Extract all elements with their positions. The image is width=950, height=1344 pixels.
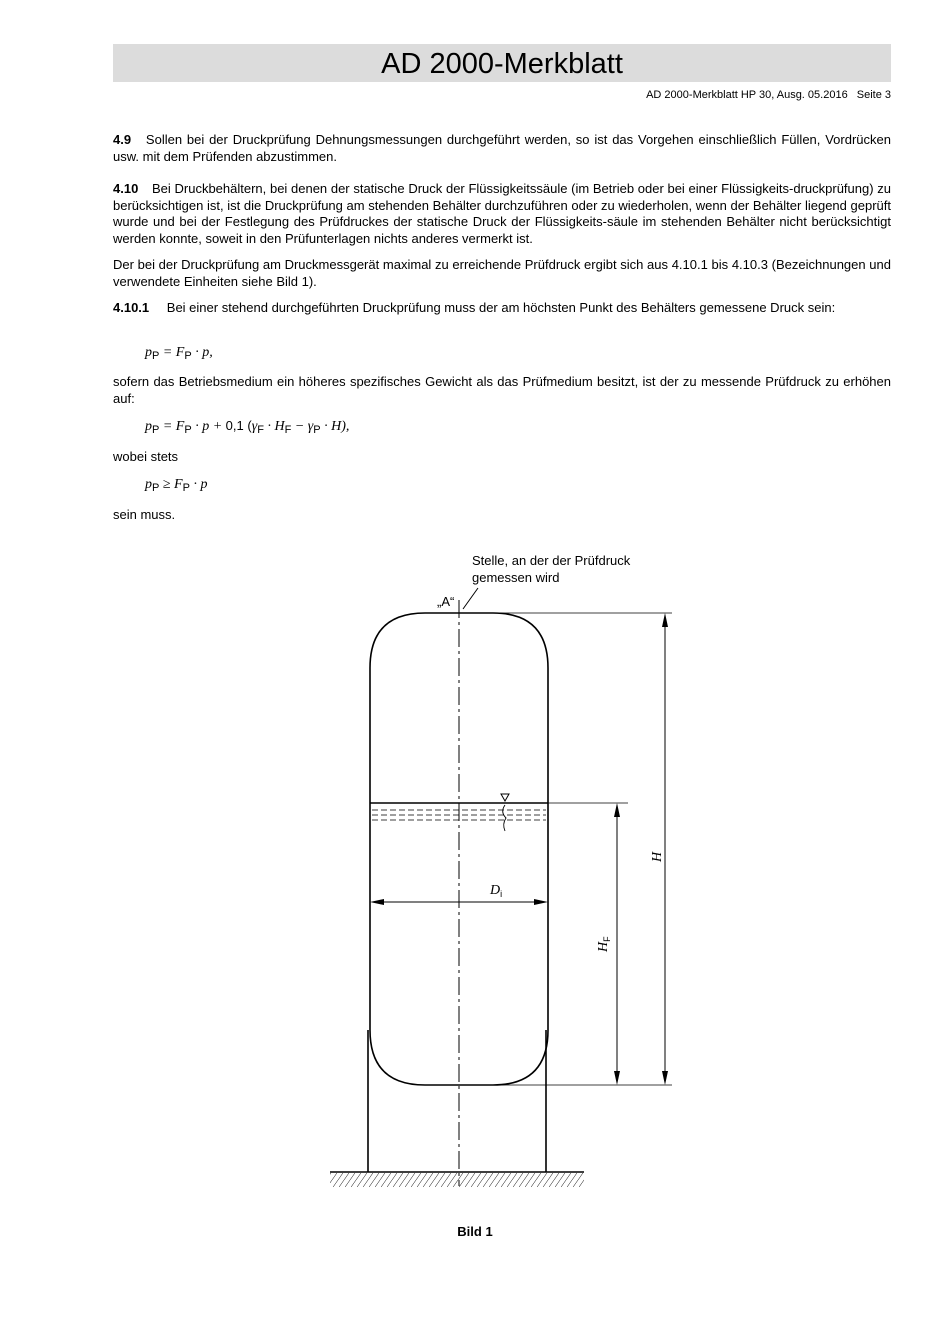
callout-line-2: gemessen wird	[472, 570, 560, 585]
paragraph-wobei: wobei stets	[113, 449, 179, 464]
callout-leader	[463, 588, 478, 609]
figure-caption: Bild 1	[457, 1224, 493, 1239]
arrow-Di-left	[370, 899, 384, 905]
section-number: 4.10.1	[113, 300, 150, 315]
formula-rest: · p,	[191, 345, 213, 360]
formula-subscript: P	[152, 424, 160, 436]
formula-operator: =	[159, 419, 176, 434]
formula-symbol: F	[175, 345, 185, 360]
point-a-label: „A“	[437, 594, 455, 609]
formula-subscript: P	[184, 424, 192, 436]
di-label	[489, 883, 502, 899]
formula-subscript: P	[313, 424, 321, 436]
formula-operator: · p +	[191, 419, 226, 434]
ground-hatch	[330, 1173, 584, 1187]
arrow-H-top	[662, 613, 668, 627]
di-symbol: D	[490, 883, 501, 898]
callout-line-1: Stelle, an der der Prüfdruck	[472, 553, 631, 568]
paragraph-sofern: sofern das Betriebsmedium ein höheres spezifisches Gewicht als das Prüfmedium besitzt, ist der zu messende Prüfdruck zu erhöhen auf:	[113, 374, 891, 406]
formula-coefficient: 0,1	[225, 418, 244, 433]
formula-rest: · p	[189, 477, 208, 492]
section-number: 4.10	[113, 181, 139, 196]
formula-operator: =	[159, 345, 176, 360]
arrow-H-bottom	[662, 1071, 668, 1085]
formula-subscript: P	[152, 350, 160, 362]
doc-ref: AD 2000-Merkblatt HP 30, Ausg. 05.2016	[646, 89, 848, 101]
formula-symbol: F	[174, 477, 183, 492]
formula-operator: ·	[263, 419, 275, 434]
arrow-HF-bottom	[614, 1071, 620, 1085]
formula-operator: −	[291, 419, 308, 434]
formula-subscript: P	[184, 350, 192, 362]
page-title: AD 2000-Merkblatt	[381, 48, 623, 80]
paragraph-sein: sein muss.	[113, 507, 176, 522]
formula-subscript: P	[182, 482, 190, 494]
formula-symbol: p	[145, 345, 152, 360]
formula-symbol: H	[274, 419, 285, 434]
formula-paren: (	[243, 418, 252, 433]
section-text: Bei einer stehend durchgeführten Druckprüfung muss der am höchsten Punkt des Behälters gemessene Druck sein:	[166, 300, 836, 315]
h-label: H	[650, 851, 665, 862]
formula-subscript: P	[152, 482, 160, 494]
formula-paren: ),	[341, 419, 350, 434]
formula-subscript: F	[257, 424, 264, 436]
formula-symbol: p	[145, 419, 152, 434]
formula-symbol: γ	[307, 419, 314, 434]
hf-symbol: H	[596, 941, 611, 952]
formula-symbol: H	[331, 419, 342, 434]
formula-symbol: p	[145, 477, 152, 492]
formula-symbol: F	[175, 419, 185, 434]
section-text: Sollen bei der Druckprüfung Dehnungsmessungen durchgeführt werden, so ist das Vorgehen einschließlich Füllen, Vordrücken usw. mit dem Prüfenden abzustimmen.	[113, 132, 891, 164]
page-number: Seite 3	[856, 89, 891, 101]
formula-subscript: F	[284, 424, 292, 436]
arrow-Di-right	[534, 899, 548, 905]
paragraph-pruefdruck: Der bei der Druckprüfung am Druckmessgerät maximal zu erreichende Prüfdruck ergibt sich aus 4.10.1 bis 4.10.3 (Bezeichnungen und verwendete Einheiten siehe Bild 1).	[113, 257, 891, 289]
arrow-HF-top	[614, 803, 620, 817]
section-number: 4.9	[113, 132, 132, 147]
di-subscript: i	[500, 889, 503, 899]
break-line	[503, 805, 506, 831]
formula-operator: ·	[320, 419, 332, 434]
level-symbol-icon	[501, 794, 509, 801]
hf-label	[596, 936, 612, 953]
formula-symbol: γ	[251, 419, 258, 434]
hf-subscript: F	[602, 936, 612, 942]
section-text: Bei Druckbehältern, bei denen der statische Druck der Flüssigkeitssäule (im Betrieb oder bei einer Flüssigkeits-druckprüfung) zu berücksichtigen ist, ist die Druckprüfung am stehenden Behälter durchzuführen oder zu wiederholen, wenn der Behälter liegend geprüft wurde und bei der Festlegung des Prüfdruckes der statische Druck der Flüssigkeits-säule im stehenden Behälter nicht berücksichtigt werden konnte, soweit in den Prüfunterlagen nichts anderes vermerkt ist.	[113, 181, 891, 246]
formula-operator: ≥	[159, 477, 175, 492]
